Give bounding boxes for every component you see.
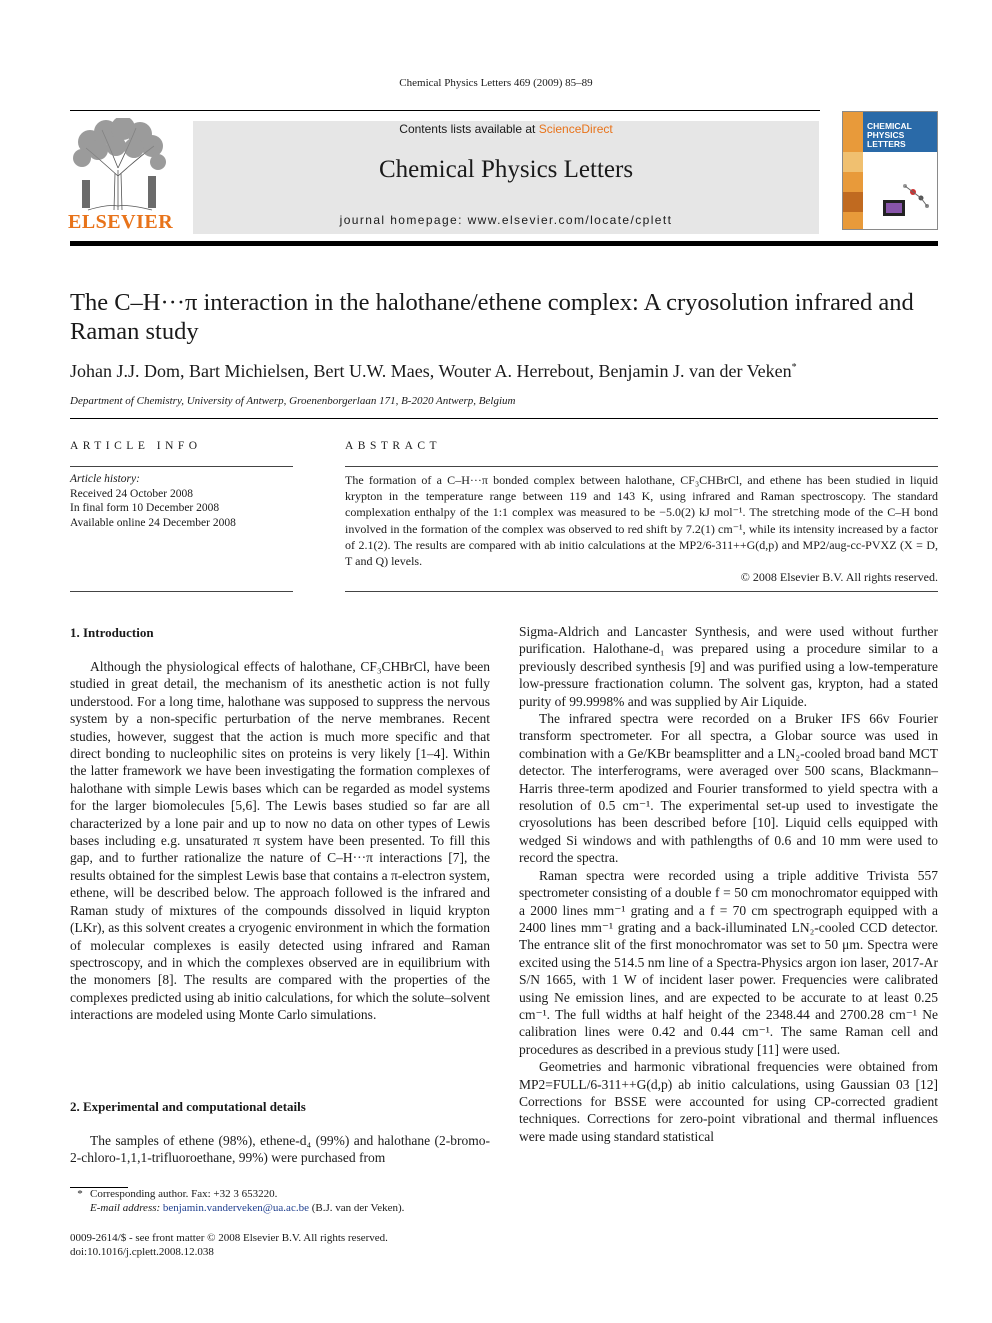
- abstract-copyright: © 2008 Elsevier B.V. All rights reserved.: [740, 570, 938, 585]
- header-thick-rule: [70, 241, 938, 246]
- article-info-bottom-rule: [70, 591, 293, 592]
- right-paragraph-3: Raman spectra were recorded using a triple additive Trivista 557 spectrometer consisting of a double f = 50 cm monochromator equipped with a 2000 lines mm⁻¹ grating and a f = 70 cm spectrograph equipped with a 2400 lines mm⁻¹ grating and a back-illuminated LN₂-cooled CCD detector. The entrance slit of the first monochromator was set to 50 μm. Spectra were excited using the 514.5 nm line of a Spectra-Physics argon ion laser, 2017-Ar S/N 1665, with 1 W of incident laser power. Frequencies were calibrated using Ne emission lines, and are expected to be accurate to at least 0.25 cm⁻¹. The full widths at half height of the 2348.44 and 2700.28 cm⁻¹ Ne calibration lines were 0.42 and 0.44 cm⁻¹. The same Raman cell and procedures as described in a previous study [11] were used.: [519, 867, 938, 1057]
- journal-title: Chemical Physics Letters: [378, 156, 634, 183]
- author-email-link[interactable]: benjamin.vanderveken@ua.ac.be: [162, 1202, 309, 1214]
- doi-line[interactable]: doi:10.1016/j.cplett.2008.12.038: [70, 1246, 214, 1258]
- section-2-heading: 2. Experimental and computational details: [70, 1099, 306, 1114]
- title-rule: [70, 418, 938, 419]
- article-title: The C–H···π interaction in the halothane/ethene complex: A cryosolution infrared and Raman study: [70, 289, 914, 345]
- right-column: [519, 623, 938, 1145]
- contents-line: [193, 122, 819, 136]
- article-info-rule: [70, 466, 293, 467]
- right-paragraph-2: The infrared spectra were recorded on a Bruker IFS 66v Fourier transform spectrometer. For all spectra, a Globar source was used in combination with a Ge/KBr beamsplitter and a LN₂-cooled broad band MCT detector. The interferograms, were averaged over 500 scans, Blackmann–Harris three-term apodized and Fourier transformed to yield spectra with a resolution of 0.5 cm⁻¹. The experimental set-up used to investigate the cryosolutions has been described before [10]. Liquid cells equipped with wedged Si windows and with pathlengths of 0.6 and 10 mm were used to record the spectra.: [519, 711, 938, 866]
- email-note: E-mail address: benjamin.vanderveken@ua.ac.be (B.J. van der Veken).: [90, 1202, 405, 1214]
- right-paragraph-4: Geometries and harmonic vibrational frequencies were obtained from MP2=FULL/6-311++G(d,p) ab initio calculations, using Gaussian 03 [12] Corrections for BSSE were accounted for using CP-corrected gradient techniques. Corrections for zero-point vibrational and thermal influences were made using standard statistical: [519, 1059, 938, 1144]
- issn-line: 0009-2614/$ - see front matter © 2008 Elsevier B.V. All rights reserved.: [70, 1232, 388, 1244]
- cover-title: CHEMICAL PHYSICS LETTERS: [867, 121, 912, 149]
- affiliation: Department of Chemistry, University of Antwerp, Groenenborgerlaan 171, B-2020 Antwerp, Belgium: [70, 395, 516, 407]
- author-list: Johan J.J. Dom, Bart Michielsen, Bert U.W. Maes, Wouter A. Herrebout, Benjamin J. van der Veken*: [70, 361, 797, 381]
- article-history: Article history: Received 24 October 2008 In final form 10 December 2008 Available online 24 December 2008: [70, 473, 236, 529]
- intro-paragraph: Although the physiological effects of halothane, CF₃CHBrCl, have been studied in great detail, the mechanism of its anesthetic action is not fully understood. For a long time, halothane was supposed to suppress the nervous system by a non-specific perturbation of the nerve membranes. Recent studies, however, suggest that the action is much more specific and that direct bonding to nucleophilic sites on proteins is very likely [1–4]. Within the latter framework we have been investigating the formation complexes of halothane with simple Lewis bases which can be regarded as model systems for the larger biomolecules [5,6]. The Lewis bases studied so far are all characterized by a lone pair and up to now no data on other types of Lewis bases including e.g. unsaturated π system have been presented. To fill this gap, and to further rationalize the nature of C–H···π interactions [7], the results obtained for the simplest Lewis base that contains a π-electron system, ethene, will be described below. The approach followed is the infrared and Raman study of mixtures of the compounds dissolved in liquid krypton (LKr), as this solvent creates a cryogenic environment in which the formation of molecular complexes is easily detected using infrared and Raman spectroscopy, and in which the complexes observed are in equilibrium with the monomers [8]. The results are compared with the properties of the complexes predicted using ab initio calculations, for which the solute–solvent interactions are modeled using Monte Carlo simulations.: [70, 659, 490, 1023]
- journal-homepage[interactable]: journal homepage: www.elsevier.com/locate/cplett: [339, 213, 673, 227]
- abstract-bottom-rule: [345, 591, 938, 592]
- journal-reference: Chemical Physics Letters 469 (2009) 85–89: [399, 77, 593, 89]
- abstract-text: The formation of a C–H···π bonded complex between halothane, CF₃CHBrCl, and ethene has been studied in liquid krypton in the temperature range between 119 and 143 K, using infrared and Raman spectroscopy. The standard complexation enthalpy of the 1:1 complex was measured to be −5.0(2) kJ mol⁻¹. The stretching mode of the C–H bond involved in the formation of the complex was observed to red shift by 7.2(1) cm⁻¹, while its intensity increased by a factor of 2.1(2). The results are compared with ab initio calculations at the MP2/6-311++G(d,p) and MP2/aug-cc-PVXZ (X = D, T and Q) levels.: [345, 473, 938, 569]
- abstract: [345, 472, 938, 585]
- article-info-heading: ARTICLE INFO: [70, 440, 202, 452]
- corresponding-author-note: * Corresponding author. Fax: +32 3 653220.: [77, 1188, 278, 1200]
- right-paragraph-1: Sigma-Aldrich and Lancaster Synthesis, and were used without further purification. Halothane-d₁ was prepared using a procedure similar to a previously described synthesis [9] and was purified using a low-temperature low-pressure fractionation column. The solvent gas, krypton, had a stated purity of 99.9998% and was supplied by Air Liquide.: [519, 624, 938, 709]
- corresponding-author-mark[interactable]: *: [791, 362, 797, 373]
- section-1-heading: 1. Introduction: [70, 625, 154, 640]
- journal-cover-image: [842, 111, 938, 230]
- abstract-rule: [345, 466, 938, 467]
- header-rule: [70, 110, 820, 111]
- abstract-heading: ABSTRACT: [345, 440, 442, 452]
- sciencedirect-link[interactable]: ScienceDirect: [538, 122, 613, 136]
- experimental-paragraph: The samples of ethene (98%), ethene-d₄ (99%) and halothane (2-bromo-2-chloro-1,1,1-trifluoroethane, 99%) were purchased from: [70, 1133, 490, 1166]
- contents-prefix: Contents lists available at: [399, 122, 539, 136]
- elsevier-wordmark: ELSEVIER: [68, 211, 174, 233]
